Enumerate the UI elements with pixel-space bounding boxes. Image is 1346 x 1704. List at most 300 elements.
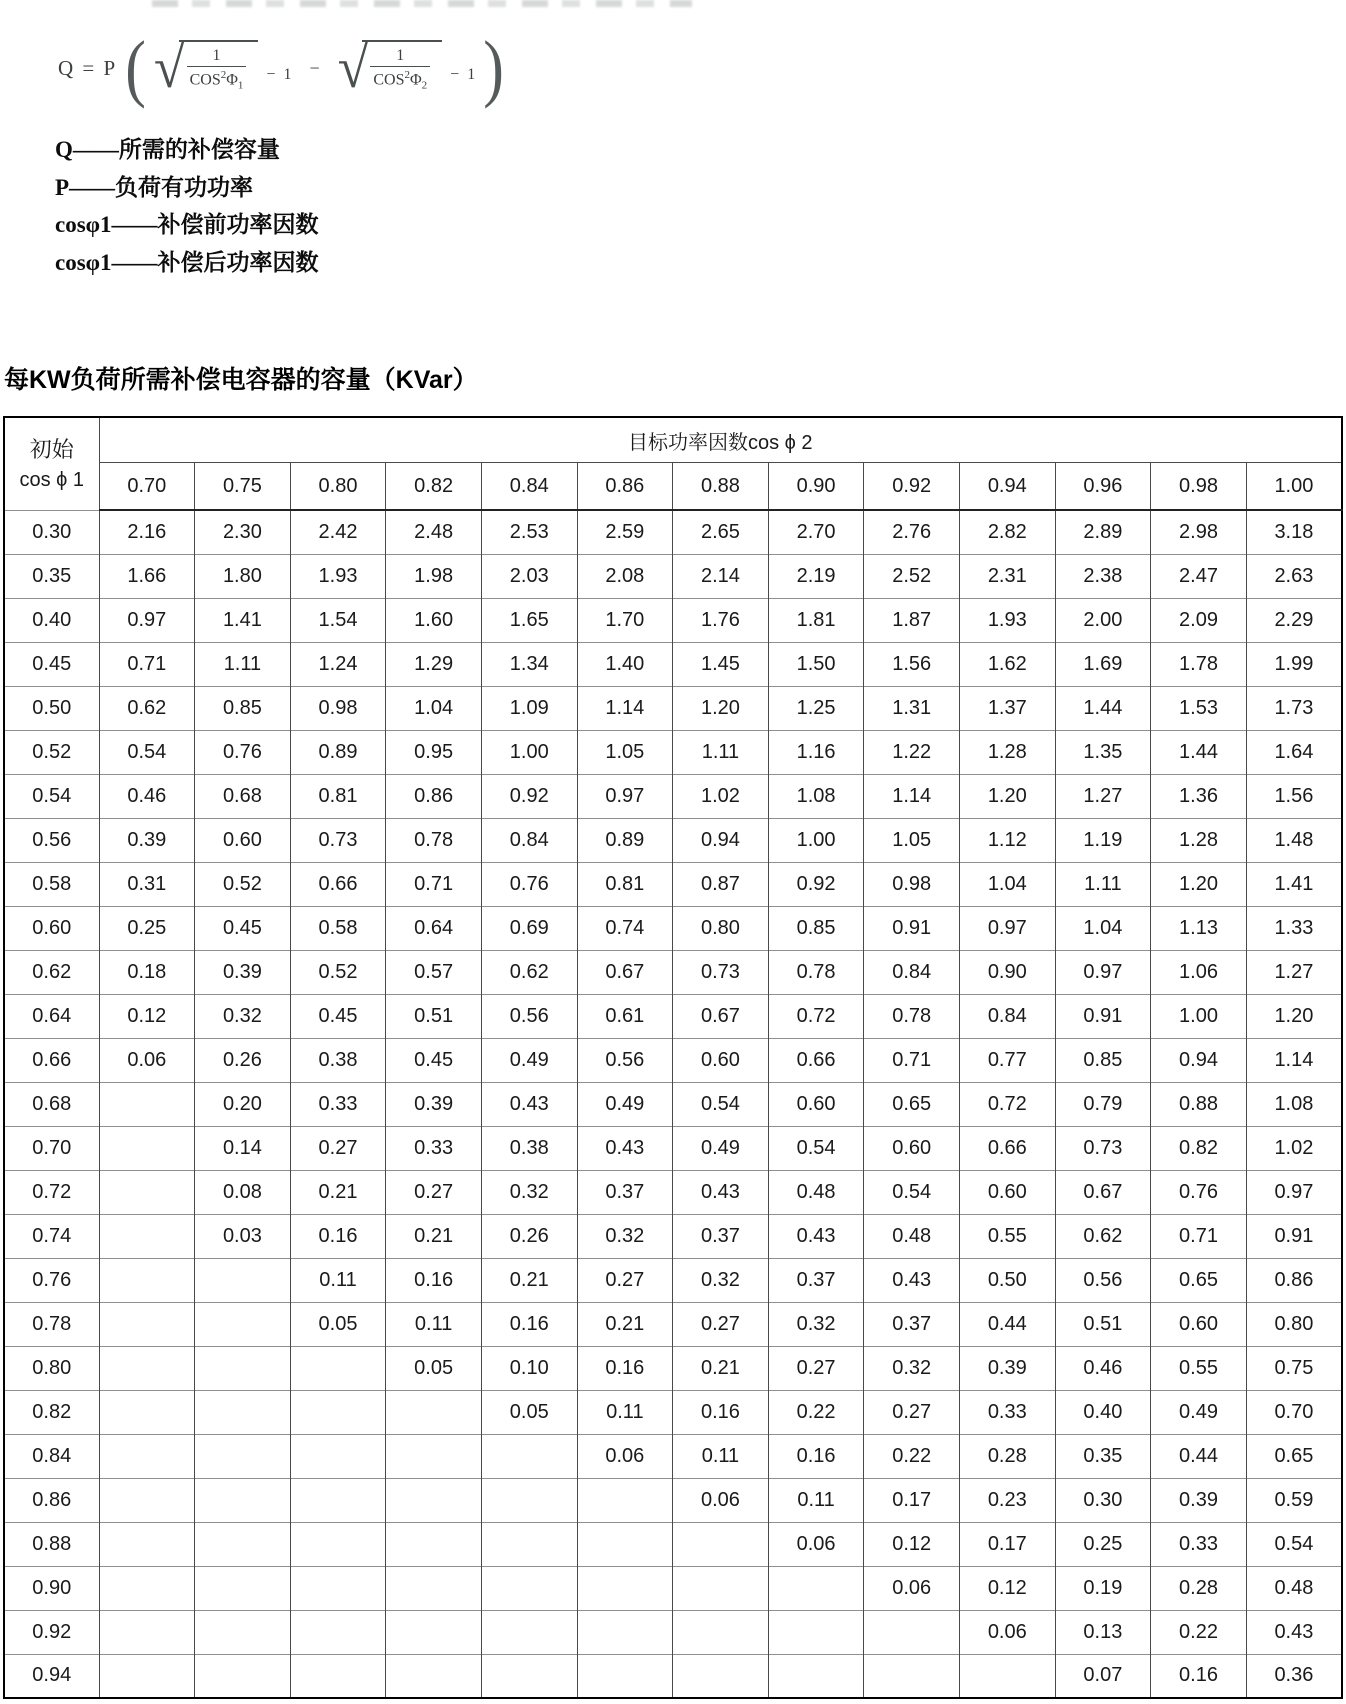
value-cell	[673, 1566, 769, 1610]
value-cell: 0.71	[1151, 1214, 1247, 1258]
value-cell: 1.93	[290, 554, 386, 598]
value-cell: 2.09	[1151, 598, 1247, 642]
value-cell: 0.21	[481, 1258, 577, 1302]
value-cell: 0.45	[386, 1038, 482, 1082]
column-header: 0.84	[481, 463, 577, 511]
value-cell	[768, 1654, 864, 1698]
value-cell: 0.39	[99, 818, 195, 862]
value-cell: 0.12	[959, 1566, 1055, 1610]
value-cell: 0.56	[1055, 1258, 1151, 1302]
value-cell: 2.29	[1246, 598, 1342, 642]
compensation-capacity-table	[3, 416, 1343, 1699]
value-cell: 1.00	[1151, 994, 1247, 1038]
value-cell: 0.11	[386, 1302, 482, 1346]
value-cell: 0.61	[577, 994, 673, 1038]
value-cell: 1.09	[481, 686, 577, 730]
value-cell: 1.98	[386, 554, 482, 598]
value-cell: 1.02	[1246, 1126, 1342, 1170]
table-row	[4, 1390, 1342, 1434]
value-cell: 0.35	[1055, 1434, 1151, 1478]
value-cell: 0.91	[864, 906, 960, 950]
value-cell: 0.72	[959, 1082, 1055, 1126]
value-cell: 0.84	[959, 994, 1055, 1038]
value-cell: 0.79	[1055, 1082, 1151, 1126]
value-cell: 1.11	[673, 730, 769, 774]
row-label: 0.82	[4, 1390, 99, 1434]
value-cell	[864, 1610, 960, 1654]
value-cell: 1.04	[959, 862, 1055, 906]
value-cell: 0.06	[768, 1522, 864, 1566]
exponent: 2	[404, 69, 410, 82]
value-cell: 0.20	[195, 1082, 291, 1126]
value-cell: 0.25	[1055, 1522, 1151, 1566]
table-row	[4, 1038, 1342, 1082]
value-cell: 0.54	[1246, 1522, 1342, 1566]
value-cell: 0.27	[673, 1302, 769, 1346]
value-cell: 2.08	[577, 554, 673, 598]
value-cell: 0.60	[959, 1170, 1055, 1214]
value-cell: 0.51	[1055, 1302, 1151, 1346]
table-row	[4, 1170, 1342, 1214]
value-cell: 0.60	[864, 1126, 960, 1170]
value-cell: 0.06	[959, 1610, 1055, 1654]
row-label: 0.30	[4, 510, 99, 554]
value-cell: 0.40	[1055, 1390, 1151, 1434]
value-cell: 0.06	[864, 1566, 960, 1610]
cos-text: COS	[189, 71, 221, 89]
value-cell: 0.39	[386, 1082, 482, 1126]
value-cell	[290, 1390, 386, 1434]
subscript: 1	[237, 79, 244, 92]
row-label: 0.76	[4, 1258, 99, 1302]
value-cell: 0.92	[481, 774, 577, 818]
value-cell: 0.71	[864, 1038, 960, 1082]
value-cell	[768, 1610, 864, 1654]
value-cell: 0.05	[386, 1346, 482, 1390]
fraction-numerator: 1	[212, 47, 221, 64]
value-cell	[673, 1654, 769, 1698]
table-row	[4, 906, 1342, 950]
value-cell: 0.57	[386, 950, 482, 994]
value-cell: 0.27	[864, 1390, 960, 1434]
value-cell: 1.25	[768, 686, 864, 730]
table-row	[4, 1082, 1342, 1126]
value-cell: 0.87	[673, 862, 769, 906]
value-cell: 0.05	[481, 1390, 577, 1434]
row-label: 0.64	[4, 994, 99, 1038]
value-cell	[481, 1434, 577, 1478]
value-cell: 0.48	[1246, 1566, 1342, 1610]
table-row	[4, 1610, 1342, 1654]
value-cell: 1.40	[577, 642, 673, 686]
value-cell	[195, 1302, 291, 1346]
value-cell: 1.66	[99, 554, 195, 598]
value-cell: 0.67	[673, 994, 769, 1038]
value-cell: 1.29	[386, 642, 482, 686]
value-cell: 0.66	[959, 1126, 1055, 1170]
value-cell: 0.60	[195, 818, 291, 862]
value-cell: 0.17	[959, 1522, 1055, 1566]
value-cell: 1.14	[864, 774, 960, 818]
value-cell: 2.59	[577, 510, 673, 554]
value-cell	[290, 1566, 386, 1610]
value-cell: 0.64	[386, 906, 482, 950]
value-cell: 0.59	[1246, 1478, 1342, 1522]
value-cell: 0.48	[864, 1214, 960, 1258]
value-cell: 2.19	[768, 554, 864, 598]
table-row	[4, 598, 1342, 642]
table-row	[4, 1126, 1342, 1170]
value-cell: 0.56	[577, 1038, 673, 1082]
value-cell: 0.37	[577, 1170, 673, 1214]
value-cell: 0.48	[768, 1170, 864, 1214]
value-cell: 0.33	[290, 1082, 386, 1126]
value-cell: 0.45	[290, 994, 386, 1038]
value-cell: 0.94	[1151, 1038, 1247, 1082]
value-cell	[481, 1566, 577, 1610]
value-cell: 0.27	[768, 1346, 864, 1390]
value-cell: 1.20	[673, 686, 769, 730]
row-label: 0.94	[4, 1654, 99, 1698]
value-cell	[290, 1478, 386, 1522]
value-cell: 0.08	[195, 1170, 291, 1214]
row-label: 0.78	[4, 1302, 99, 1346]
value-cell: 1.22	[864, 730, 960, 774]
value-cell: 0.43	[577, 1126, 673, 1170]
minus-one: − 1	[266, 66, 292, 83]
column-header: 0.96	[1055, 463, 1151, 511]
value-cell: 1.14	[577, 686, 673, 730]
value-cell: 1.70	[577, 598, 673, 642]
value-cell	[481, 1610, 577, 1654]
column-header: 0.82	[386, 463, 482, 511]
value-cell: 0.69	[481, 906, 577, 950]
value-cell: 0.73	[673, 950, 769, 994]
value-cell	[386, 1610, 482, 1654]
sqrt-term-2	[338, 37, 476, 99]
value-cell: 0.07	[1055, 1654, 1151, 1698]
value-cell	[959, 1654, 1055, 1698]
value-cell: 0.91	[1055, 994, 1151, 1038]
value-cell: 0.21	[673, 1346, 769, 1390]
value-cell	[577, 1654, 673, 1698]
value-cell: 2.82	[959, 510, 1055, 554]
value-cell: 0.73	[1055, 1126, 1151, 1170]
value-cell: 0.22	[1151, 1610, 1247, 1654]
value-cell: 0.16	[768, 1434, 864, 1478]
value-cell: 1.65	[481, 598, 577, 642]
value-cell: 2.16	[99, 510, 195, 554]
value-cell: 0.97	[577, 774, 673, 818]
value-cell: 0.32	[481, 1170, 577, 1214]
row-label: 0.40	[4, 598, 99, 642]
value-cell: 0.70	[1246, 1390, 1342, 1434]
table-row	[4, 1434, 1342, 1478]
value-cell	[481, 1654, 577, 1698]
value-cell: 1.64	[1246, 730, 1342, 774]
value-cell: 0.49	[1151, 1390, 1247, 1434]
value-cell: 0.52	[195, 862, 291, 906]
value-cell: 1.50	[768, 642, 864, 686]
table-row	[4, 1654, 1342, 1698]
value-cell: 0.31	[99, 862, 195, 906]
open-paren: (	[125, 26, 146, 110]
value-cell: 0.43	[768, 1214, 864, 1258]
value-cell: 0.43	[864, 1258, 960, 1302]
value-cell: 1.12	[959, 818, 1055, 862]
value-cell: 1.04	[386, 686, 482, 730]
corner-cell	[4, 417, 99, 510]
value-cell: 1.20	[1246, 994, 1342, 1038]
table-row	[4, 774, 1342, 818]
radicand-2	[362, 40, 442, 93]
cos-text: COS	[373, 71, 405, 89]
value-cell: 1.02	[673, 774, 769, 818]
value-cell: 2.98	[1151, 510, 1247, 554]
value-cell: 0.16	[673, 1390, 769, 1434]
value-cell: 1.37	[959, 686, 1055, 730]
value-cell	[99, 1082, 195, 1126]
table-row	[4, 1302, 1342, 1346]
value-cell: 0.65	[1151, 1258, 1247, 1302]
value-cell	[386, 1522, 482, 1566]
value-cell: 0.67	[1055, 1170, 1151, 1214]
value-cell: 0.67	[577, 950, 673, 994]
value-cell: 1.62	[959, 642, 1055, 686]
value-cell	[768, 1566, 864, 1610]
value-cell: 0.27	[577, 1258, 673, 1302]
value-cell: 0.55	[959, 1214, 1055, 1258]
value-cell: 0.84	[481, 818, 577, 862]
value-cell: 2.89	[1055, 510, 1151, 554]
table-row	[4, 1566, 1342, 1610]
value-cell: 0.58	[290, 906, 386, 950]
value-cell	[195, 1390, 291, 1434]
value-cell: 0.27	[386, 1170, 482, 1214]
value-cell: 0.28	[959, 1434, 1055, 1478]
value-cell: 3.18	[1246, 510, 1342, 554]
value-cell: 0.33	[386, 1126, 482, 1170]
value-cell: 1.44	[1151, 730, 1247, 774]
radical-sign: √	[337, 35, 369, 101]
value-cell: 0.74	[577, 906, 673, 950]
column-header: 0.75	[195, 463, 291, 511]
value-cell: 1.45	[673, 642, 769, 686]
table-row	[4, 862, 1342, 906]
value-cell: 0.76	[1151, 1170, 1247, 1214]
value-cell	[577, 1522, 673, 1566]
table-row	[4, 1478, 1342, 1522]
formula-lhs: Q = P	[58, 55, 118, 80]
value-cell	[99, 1170, 195, 1214]
value-cell: 0.80	[673, 906, 769, 950]
row-label: 0.60	[4, 906, 99, 950]
value-cell	[99, 1610, 195, 1654]
row-label: 0.80	[4, 1346, 99, 1390]
value-cell: 1.28	[1151, 818, 1247, 862]
value-cell: 0.13	[1055, 1610, 1151, 1654]
column-header: 0.90	[768, 463, 864, 511]
value-cell: 0.18	[99, 950, 195, 994]
value-cell: 0.23	[959, 1478, 1055, 1522]
header-row-1	[4, 417, 1342, 463]
value-cell: 0.12	[99, 994, 195, 1038]
value-cell: 1.28	[959, 730, 1055, 774]
legend-line-p: P——负荷有功功率	[55, 174, 254, 200]
value-cell: 1.19	[1055, 818, 1151, 862]
row-label: 0.56	[4, 818, 99, 862]
value-cell	[99, 1434, 195, 1478]
value-cell: 0.54	[673, 1082, 769, 1126]
value-cell: 0.88	[1151, 1082, 1247, 1126]
value-cell: 1.13	[1151, 906, 1247, 950]
value-cell: 0.12	[864, 1522, 960, 1566]
value-cell: 0.45	[195, 906, 291, 950]
legend-line-q: Q——所需的补偿容量	[55, 137, 280, 162]
column-header: 0.80	[290, 463, 386, 511]
table-row	[4, 994, 1342, 1038]
value-cell	[481, 1522, 577, 1566]
value-cell: 2.31	[959, 554, 1055, 598]
value-cell: 1.27	[1055, 774, 1151, 818]
value-cell	[195, 1346, 291, 1390]
value-cell: 2.70	[768, 510, 864, 554]
value-cell: 0.11	[290, 1258, 386, 1302]
value-cell	[673, 1522, 769, 1566]
target-power-factor-header: 目标功率因数cos ϕ 2	[99, 417, 1342, 463]
value-cell: 0.60	[1151, 1302, 1247, 1346]
value-cell: 2.47	[1151, 554, 1247, 598]
table-row	[4, 818, 1342, 862]
row-label: 0.68	[4, 1082, 99, 1126]
value-cell: 0.43	[1246, 1610, 1342, 1654]
value-cell: 1.93	[959, 598, 1055, 642]
value-cell	[577, 1610, 673, 1654]
value-cell: 0.66	[768, 1038, 864, 1082]
value-cell: 0.82	[1151, 1126, 1247, 1170]
value-cell: 0.77	[959, 1038, 1055, 1082]
column-header: 1.00	[1246, 463, 1342, 511]
value-cell: 1.08	[1246, 1082, 1342, 1126]
value-cell: 0.76	[195, 730, 291, 774]
value-cell	[99, 1258, 195, 1302]
value-cell: 0.90	[959, 950, 1055, 994]
value-cell: 0.73	[290, 818, 386, 862]
value-cell: 0.54	[99, 730, 195, 774]
value-cell: 0.37	[673, 1214, 769, 1258]
value-cell: 0.37	[768, 1258, 864, 1302]
row-label: 0.54	[4, 774, 99, 818]
value-cell	[386, 1654, 482, 1698]
row-label: 0.45	[4, 642, 99, 686]
sqrt-term-1	[154, 37, 292, 99]
row-label: 0.66	[4, 1038, 99, 1082]
value-cell: 0.03	[195, 1214, 291, 1258]
legend-line-cos1: cosφ1——补偿前功率因数	[55, 212, 319, 237]
value-cell: 2.65	[673, 510, 769, 554]
table-title: 每KW负荷所需补偿电容器的容量（KVar）	[4, 366, 478, 394]
value-cell: 0.94	[673, 818, 769, 862]
value-cell: 0.32	[673, 1258, 769, 1302]
value-cell	[386, 1566, 482, 1610]
value-cell	[195, 1478, 291, 1522]
value-cell	[386, 1478, 482, 1522]
value-cell: 0.21	[577, 1302, 673, 1346]
value-cell: 0.44	[1151, 1434, 1247, 1478]
radicand-1	[179, 40, 259, 93]
value-cell: 0.75	[1246, 1346, 1342, 1390]
value-cell: 0.17	[864, 1478, 960, 1522]
value-cell: 0.43	[673, 1170, 769, 1214]
value-cell: 1.20	[1151, 862, 1247, 906]
value-cell: 0.84	[864, 950, 960, 994]
value-cell: 0.32	[864, 1346, 960, 1390]
value-cell: 0.39	[1151, 1478, 1247, 1522]
value-cell: 0.68	[195, 774, 291, 818]
value-cell	[386, 1390, 482, 1434]
value-cell	[577, 1478, 673, 1522]
column-header: 0.70	[99, 463, 195, 511]
fraction-numerator: 1	[396, 47, 405, 64]
value-cell: 0.19	[1055, 1566, 1151, 1610]
value-cell	[195, 1434, 291, 1478]
value-cell: 0.16	[1151, 1654, 1247, 1698]
value-cell: 0.71	[386, 862, 482, 906]
value-cell: 1.99	[1246, 642, 1342, 686]
value-cell: 0.26	[195, 1038, 291, 1082]
value-cell: 0.62	[99, 686, 195, 730]
value-cell: 0.78	[864, 994, 960, 1038]
value-cell: 0.11	[577, 1390, 673, 1434]
value-cell: 0.22	[768, 1390, 864, 1434]
value-cell: 0.60	[768, 1082, 864, 1126]
value-cell	[481, 1478, 577, 1522]
value-cell: 0.50	[959, 1258, 1055, 1302]
value-cell: 1.33	[1246, 906, 1342, 950]
value-cell	[99, 1302, 195, 1346]
value-cell: 0.78	[768, 950, 864, 994]
row-label: 0.88	[4, 1522, 99, 1566]
row-label: 0.90	[4, 1566, 99, 1610]
value-cell: 0.06	[673, 1478, 769, 1522]
value-cell: 0.30	[1055, 1478, 1151, 1522]
value-cell: 1.35	[1055, 730, 1151, 774]
value-cell: 0.11	[673, 1434, 769, 1478]
table-row	[4, 554, 1342, 598]
value-cell: 0.49	[577, 1082, 673, 1126]
value-cell: 0.27	[290, 1126, 386, 1170]
value-cell: 2.03	[481, 554, 577, 598]
value-cell: 0.25	[99, 906, 195, 950]
value-cell: 0.26	[481, 1214, 577, 1258]
row-label: 0.84	[4, 1434, 99, 1478]
value-cell: 0.85	[768, 906, 864, 950]
value-cell	[99, 1390, 195, 1434]
value-cell: 1.16	[768, 730, 864, 774]
value-cell: 0.38	[290, 1038, 386, 1082]
value-cell: 1.20	[959, 774, 1055, 818]
value-cell	[577, 1566, 673, 1610]
value-cell: 0.91	[1246, 1214, 1342, 1258]
table-row	[4, 1346, 1342, 1390]
value-cell: 0.39	[959, 1346, 1055, 1390]
value-cell: 1.41	[1246, 862, 1342, 906]
table-row	[4, 686, 1342, 730]
value-cell: 0.62	[481, 950, 577, 994]
value-cell: 1.81	[768, 598, 864, 642]
value-cell: 1.44	[1055, 686, 1151, 730]
value-cell: 0.39	[195, 950, 291, 994]
